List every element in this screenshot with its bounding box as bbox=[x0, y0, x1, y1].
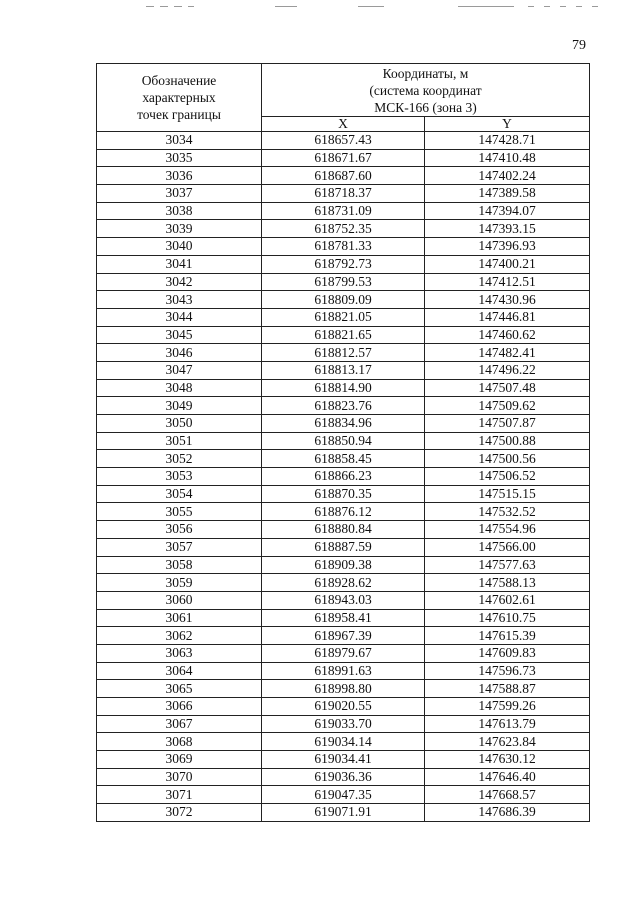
point-id-cell: 3053 bbox=[97, 468, 262, 486]
table-row bbox=[97, 397, 590, 415]
y-coordinate-cell: 147610.75 bbox=[425, 609, 590, 627]
table-row bbox=[97, 361, 590, 379]
y-coordinate-cell: 147615.39 bbox=[425, 627, 590, 645]
table-row bbox=[97, 308, 590, 326]
point-id-cell: 3051 bbox=[97, 432, 262, 450]
table-row bbox=[97, 468, 590, 486]
x-coordinate-cell: 618792.73 bbox=[262, 255, 425, 273]
x-coordinate-cell: 618781.33 bbox=[262, 238, 425, 256]
page-number: 79 bbox=[572, 38, 586, 53]
point-id-cell: 3047 bbox=[97, 361, 262, 379]
header-point-label: Обозначение характерных точек границы bbox=[137, 73, 221, 122]
table-row bbox=[97, 768, 590, 786]
table-row bbox=[97, 503, 590, 521]
x-coordinate-cell: 618967.39 bbox=[262, 627, 425, 645]
point-id-cell: 3060 bbox=[97, 591, 262, 609]
x-coordinate-cell: 618687.60 bbox=[262, 167, 425, 185]
table-row bbox=[97, 450, 590, 468]
x-coordinate-cell: 618887.59 bbox=[262, 538, 425, 556]
table-row bbox=[97, 521, 590, 539]
x-coordinate-cell: 619036.36 bbox=[262, 768, 425, 786]
table-row bbox=[97, 273, 590, 291]
table-row bbox=[97, 415, 590, 433]
y-coordinate-cell: 147509.62 bbox=[425, 397, 590, 415]
y-coordinate-cell: 147613.79 bbox=[425, 715, 590, 733]
table-row bbox=[97, 220, 590, 238]
y-coordinate-cell: 147396.93 bbox=[425, 238, 590, 256]
table-row bbox=[97, 662, 590, 680]
x-coordinate-cell: 618813.17 bbox=[262, 361, 425, 379]
x-coordinate-cell: 618809.09 bbox=[262, 291, 425, 309]
point-id-cell: 3054 bbox=[97, 485, 262, 503]
x-coordinate-cell: 618943.03 bbox=[262, 591, 425, 609]
point-id-cell: 3072 bbox=[97, 804, 262, 822]
x-coordinate-cell: 619034.14 bbox=[262, 733, 425, 751]
x-coordinate-cell: 619033.70 bbox=[262, 715, 425, 733]
x-coordinate-cell: 618799.53 bbox=[262, 273, 425, 291]
point-id-cell: 3035 bbox=[97, 149, 262, 167]
x-coordinate-cell: 618858.45 bbox=[262, 450, 425, 468]
y-coordinate-cell: 147609.83 bbox=[425, 644, 590, 662]
table-row bbox=[97, 733, 590, 751]
x-coordinate-cell: 618958.41 bbox=[262, 609, 425, 627]
x-coordinate-cell: 619020.55 bbox=[262, 698, 425, 716]
table-row bbox=[97, 751, 590, 769]
table-row bbox=[97, 627, 590, 645]
table-row bbox=[97, 591, 590, 609]
y-coordinate-cell: 147496.22 bbox=[425, 361, 590, 379]
y-coordinate-cell: 147507.48 bbox=[425, 379, 590, 397]
header-coordinates bbox=[262, 64, 590, 117]
point-id-cell: 3063 bbox=[97, 644, 262, 662]
y-coordinate-cell: 147402.24 bbox=[425, 167, 590, 185]
point-id-cell: 3059 bbox=[97, 574, 262, 592]
point-id-cell: 3048 bbox=[97, 379, 262, 397]
y-coordinate-cell: 147630.12 bbox=[425, 751, 590, 769]
y-coordinate-cell: 147596.73 bbox=[425, 662, 590, 680]
y-coordinate-cell: 147515.15 bbox=[425, 485, 590, 503]
point-id-cell: 3041 bbox=[97, 255, 262, 273]
x-coordinate-cell: 619047.35 bbox=[262, 786, 425, 804]
y-coordinate-cell: 147588.87 bbox=[425, 680, 590, 698]
point-id-cell: 3050 bbox=[97, 415, 262, 433]
y-coordinate-cell: 147394.07 bbox=[425, 202, 590, 220]
x-coordinate-cell: 618979.67 bbox=[262, 644, 425, 662]
x-coordinate-cell: 619071.91 bbox=[262, 804, 425, 822]
table-row bbox=[97, 202, 590, 220]
y-coordinate-cell: 147668.57 bbox=[425, 786, 590, 804]
header-y: Y bbox=[425, 117, 590, 132]
point-id-cell: 3062 bbox=[97, 627, 262, 645]
table-row bbox=[97, 291, 590, 309]
table-row bbox=[97, 609, 590, 627]
x-coordinate-cell: 618731.09 bbox=[262, 202, 425, 220]
y-coordinate-cell: 147588.13 bbox=[425, 574, 590, 592]
x-coordinate-cell: 618850.94 bbox=[262, 432, 425, 450]
table-row bbox=[97, 432, 590, 450]
point-id-cell: 3046 bbox=[97, 344, 262, 362]
table-row bbox=[97, 786, 590, 804]
table-row bbox=[97, 680, 590, 698]
point-id-cell: 3068 bbox=[97, 733, 262, 751]
table-row bbox=[97, 538, 590, 556]
point-id-cell: 3044 bbox=[97, 308, 262, 326]
table-row bbox=[97, 238, 590, 256]
point-id-cell: 3064 bbox=[97, 662, 262, 680]
point-id-cell: 3049 bbox=[97, 397, 262, 415]
x-coordinate-cell: 618821.05 bbox=[262, 308, 425, 326]
y-coordinate-cell: 147400.21 bbox=[425, 255, 590, 273]
x-coordinate-cell: 618821.65 bbox=[262, 326, 425, 344]
table-row bbox=[97, 556, 590, 574]
x-coordinate-cell: 618752.35 bbox=[262, 220, 425, 238]
header-point-designation bbox=[97, 64, 262, 132]
y-coordinate-cell: 147646.40 bbox=[425, 768, 590, 786]
table-row bbox=[97, 167, 590, 185]
point-id-cell: 3071 bbox=[97, 786, 262, 804]
y-coordinate-cell: 147623.84 bbox=[425, 733, 590, 751]
point-id-cell: 3067 bbox=[97, 715, 262, 733]
y-coordinate-cell: 147412.51 bbox=[425, 273, 590, 291]
point-id-cell: 3061 bbox=[97, 609, 262, 627]
point-id-cell: 3069 bbox=[97, 751, 262, 769]
point-id-cell: 3070 bbox=[97, 768, 262, 786]
point-id-cell: 3038 bbox=[97, 202, 262, 220]
x-coordinate-cell: 618880.84 bbox=[262, 521, 425, 539]
y-coordinate-cell: 147428.71 bbox=[425, 132, 590, 150]
table-row bbox=[97, 344, 590, 362]
x-coordinate-cell: 618671.67 bbox=[262, 149, 425, 167]
table-row bbox=[97, 485, 590, 503]
header-coordinates-label: Координаты, м (система координат МСК-166 (зона 3) bbox=[369, 65, 482, 115]
header-x: X bbox=[262, 117, 425, 132]
point-id-cell: 3052 bbox=[97, 450, 262, 468]
y-coordinate-cell: 147500.56 bbox=[425, 450, 590, 468]
x-coordinate-cell: 618870.35 bbox=[262, 485, 425, 503]
x-coordinate-cell: 618834.96 bbox=[262, 415, 425, 433]
point-id-cell: 3065 bbox=[97, 680, 262, 698]
table-row bbox=[97, 715, 590, 733]
point-id-cell: 3058 bbox=[97, 556, 262, 574]
x-coordinate-cell: 618998.80 bbox=[262, 680, 425, 698]
x-coordinate-cell: 618866.23 bbox=[262, 468, 425, 486]
x-coordinate-cell: 618657.43 bbox=[262, 132, 425, 150]
table-row bbox=[97, 574, 590, 592]
table-row bbox=[97, 379, 590, 397]
x-coordinate-cell: 619034.41 bbox=[262, 751, 425, 769]
point-id-cell: 3066 bbox=[97, 698, 262, 716]
y-coordinate-cell: 147554.96 bbox=[425, 521, 590, 539]
y-coordinate-cell: 147393.15 bbox=[425, 220, 590, 238]
y-coordinate-cell: 147430.96 bbox=[425, 291, 590, 309]
x-coordinate-cell: 618823.76 bbox=[262, 397, 425, 415]
y-coordinate-cell: 147686.39 bbox=[425, 804, 590, 822]
x-coordinate-cell: 618909.38 bbox=[262, 556, 425, 574]
y-coordinate-cell: 147566.00 bbox=[425, 538, 590, 556]
point-id-cell: 3039 bbox=[97, 220, 262, 238]
x-coordinate-cell: 618814.90 bbox=[262, 379, 425, 397]
y-coordinate-cell: 147500.88 bbox=[425, 432, 590, 450]
x-coordinate-cell: 618991.63 bbox=[262, 662, 425, 680]
point-id-cell: 3055 bbox=[97, 503, 262, 521]
table-header bbox=[97, 64, 590, 132]
x-coordinate-cell: 618812.57 bbox=[262, 344, 425, 362]
point-id-cell: 3036 bbox=[97, 167, 262, 185]
y-coordinate-cell: 147577.63 bbox=[425, 556, 590, 574]
y-coordinate-cell: 147507.87 bbox=[425, 415, 590, 433]
point-id-cell: 3040 bbox=[97, 238, 262, 256]
table-body bbox=[97, 132, 590, 822]
table-row bbox=[97, 644, 590, 662]
y-coordinate-cell: 147389.58 bbox=[425, 185, 590, 203]
y-coordinate-cell: 147446.81 bbox=[425, 308, 590, 326]
point-id-cell: 3042 bbox=[97, 273, 262, 291]
table-row bbox=[97, 185, 590, 203]
point-id-cell: 3037 bbox=[97, 185, 262, 203]
table-row bbox=[97, 326, 590, 344]
x-coordinate-cell: 618718.37 bbox=[262, 185, 425, 203]
x-coordinate-cell: 618876.12 bbox=[262, 503, 425, 521]
table-row bbox=[97, 132, 590, 150]
point-id-cell: 3057 bbox=[97, 538, 262, 556]
x-coordinate-cell: 618928.62 bbox=[262, 574, 425, 592]
scan-artifact-marks bbox=[140, 4, 610, 10]
point-id-cell: 3043 bbox=[97, 291, 262, 309]
y-coordinate-cell: 147506.52 bbox=[425, 468, 590, 486]
y-coordinate-cell: 147482.41 bbox=[425, 344, 590, 362]
point-id-cell: 3034 bbox=[97, 132, 262, 150]
coordinates-table bbox=[96, 63, 590, 822]
y-coordinate-cell: 147602.61 bbox=[425, 591, 590, 609]
table-row bbox=[97, 804, 590, 822]
y-coordinate-cell: 147460.62 bbox=[425, 326, 590, 344]
point-id-cell: 3056 bbox=[97, 521, 262, 539]
table-row bbox=[97, 698, 590, 716]
y-coordinate-cell: 147599.26 bbox=[425, 698, 590, 716]
point-id-cell: 3045 bbox=[97, 326, 262, 344]
y-coordinate-cell: 147410.48 bbox=[425, 149, 590, 167]
y-coordinate-cell: 147532.52 bbox=[425, 503, 590, 521]
table-row bbox=[97, 149, 590, 167]
table-row bbox=[97, 255, 590, 273]
